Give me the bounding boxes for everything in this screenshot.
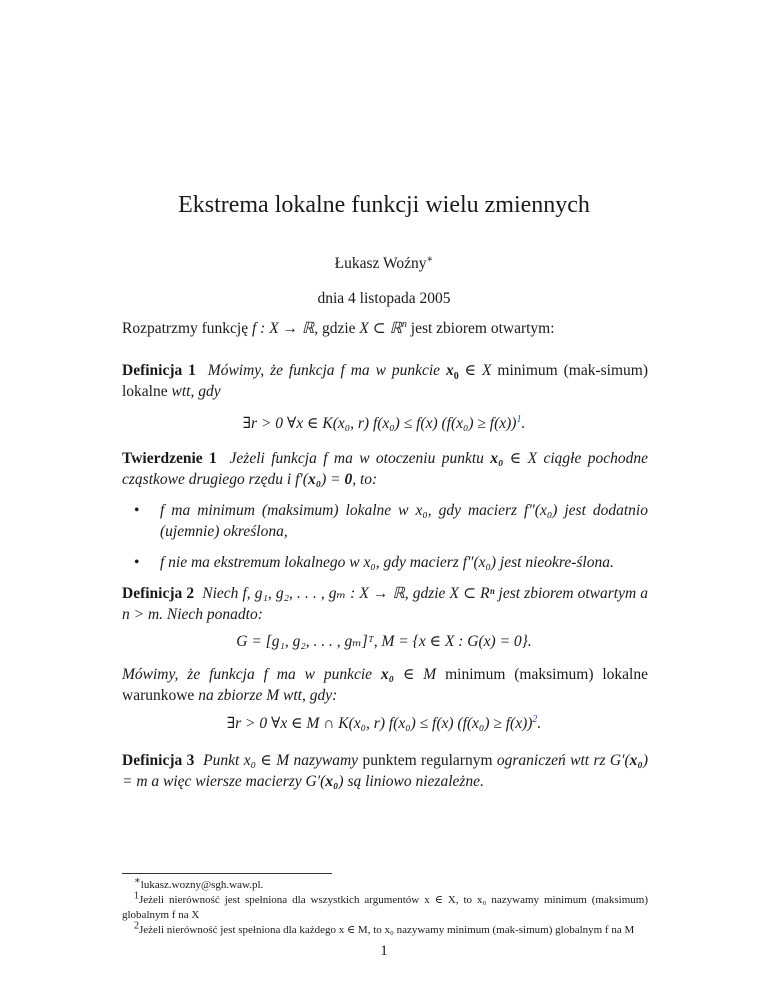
- list-item-text: f nie ma ekstremum lokalnego w x₀, gdy macierz f″(x₀) jest nieokre-ślona.: [160, 554, 614, 571]
- footnote: [122, 890, 648, 923]
- definition-1-equation-end: .: [521, 415, 526, 432]
- footnotes: [122, 875, 648, 938]
- document-title: Ekstrema lokalne funkcji wielu zmiennych: [178, 192, 590, 218]
- definition-2-equation-end: .: [537, 715, 542, 732]
- definition-1-equation: [0, 414, 768, 433]
- theorem-1-point: x₀: [490, 450, 504, 467]
- definition-2: [122, 583, 648, 625]
- theorem-1-zero-vector: 0: [344, 471, 353, 488]
- list-item: [134, 500, 648, 542]
- definition-3-text: ) = m a więc wiersze macierzy G′(: [122, 752, 648, 790]
- footnote-mark: 1: [134, 890, 139, 902]
- intro-math-function: f : X → ℝ: [251, 320, 315, 337]
- footnote-ref-1[interactable]: 1: [516, 413, 522, 425]
- document-author: [0, 255, 768, 273]
- definition-2-point: x₀: [380, 666, 395, 683]
- definition-2-term: minimum (maksimum) lokalne warunkowe: [122, 666, 648, 704]
- definition-2-text: Niech f, g₁, g₂, . . . , gₘ : X → ℝ, gdzie X ⊂ Rⁿ jest zbiorem otwartym a n > m. Niech ponadto:: [122, 585, 649, 623]
- theorem-1-text: ∈ X ciągłe pochodne cząstkowe drugiego rzędu i f′(: [122, 450, 649, 488]
- page-number: 1: [380, 943, 388, 959]
- intro-text: , gdzie: [314, 320, 360, 337]
- definition-2-text: Mówimy, że funkcja f ma w punkcie: [122, 666, 381, 683]
- definition-1-point-sub: 0: [453, 371, 459, 383]
- footnote-text: lukasz.wozny@sgh.waw.pl.: [140, 879, 264, 891]
- theorem-1-point: x₀: [307, 471, 322, 488]
- definition-3-term: punktem regularnym: [362, 752, 493, 769]
- footnote-divider: [122, 873, 332, 874]
- definition-3-point: x₀: [629, 752, 643, 769]
- definition-1-text: ∈ X: [458, 362, 498, 379]
- author-footnote-mark: ∗: [426, 253, 434, 265]
- document-date: dnia 4 listopada 2005: [317, 290, 451, 307]
- theorem-1-text: , to:: [352, 471, 378, 488]
- definition-1-text: Mówimy, że funkcja f ma w punkcie: [207, 362, 446, 379]
- definition-3-label: Definicja 3: [122, 752, 195, 769]
- intro-text: jest zbiorem otwartym:: [406, 320, 555, 337]
- definition-2-equation: G = [g₁, g₂, . . . , gₘ]ᵀ, M = {x ∈ X : G(x) = 0}.: [236, 633, 532, 650]
- list-item-text: f ma minimum (maksimum) lokalne w x₀, gdy macierz f″(x₀) jest dodatnio (ujemnie) określona,: [160, 502, 648, 540]
- intro-math-set: X ⊂ ℝ: [359, 320, 402, 337]
- definition-1-equation-body: ∃r > 0 ∀x ∈ K(x₀, r) f(x₀) ≤ f(x) (f(x₀) ≥ f(x)): [242, 415, 517, 432]
- definition-1-text: wtt, gdy: [167, 383, 221, 400]
- intro-math-exponent: n: [401, 318, 407, 330]
- theorem-1-list: [134, 500, 648, 583]
- footnote: [122, 875, 648, 893]
- definition-2-equation-body: ∃r > 0 ∀x ∈ M ∩ K(x₀, r) f(x₀) ≤ f(x) (f(x₀) ≥ f(x)): [226, 715, 533, 732]
- bullet-icon: •: [134, 554, 140, 571]
- author-name: Łukasz Woźny: [334, 255, 427, 272]
- theorem-1-text: ) =: [321, 471, 345, 488]
- bullet-icon: •: [134, 502, 140, 519]
- definition-2-text: na zbiorze M wtt, gdy:: [194, 687, 338, 704]
- theorem-1-label: Twierdzenie 1: [122, 450, 217, 467]
- theorem-1-text: Jeżeli funkcja f ma w otoczeniu punktu: [229, 450, 491, 467]
- footnote-mark: ∗: [134, 875, 141, 887]
- definition-3-text: ograniczeń wtt rz G′(: [492, 752, 630, 769]
- definition-2-continued: [122, 664, 648, 706]
- definition-2-text: ∈ M: [394, 666, 446, 683]
- definition-1-point: x: [445, 362, 454, 379]
- footnote-ref-2[interactable]: 2: [532, 713, 538, 725]
- list-item: [134, 552, 648, 573]
- definition-1: [122, 360, 648, 402]
- footnote-mark: 2: [134, 920, 139, 932]
- definition-3-text: ) są liniowo niezależne.: [338, 773, 484, 790]
- intro-text: Rozpatrzmy funkcję: [122, 320, 252, 337]
- definition-1-label: Definicja 1: [122, 362, 196, 379]
- definition-2-label: Definicja 2: [122, 585, 195, 602]
- definition-1-term: minimum (mak-simum) lokalne: [122, 362, 648, 400]
- footnote-text: Jeżeli nierówność jest spełniona dla wszystkich argumentów x ∈ X, to x₀ nazywamy minimum (maksimum) globalnym f na X: [122, 894, 648, 921]
- definition-2-equation-2: [0, 714, 768, 733]
- definition-3-text: Punkt x₀ ∈ M nazywamy: [203, 752, 363, 769]
- definition-3: [122, 750, 648, 792]
- footnote: [122, 920, 648, 938]
- footnote-text: Jeżeli nierówność jest spełniona dla każdego x ∈ M, to x₀ nazywamy minimum (mak-simum) globalnym f na M: [139, 924, 635, 936]
- intro-paragraph: [122, 318, 648, 339]
- definition-3-point: x₀: [325, 773, 339, 790]
- theorem-1: [122, 448, 648, 490]
